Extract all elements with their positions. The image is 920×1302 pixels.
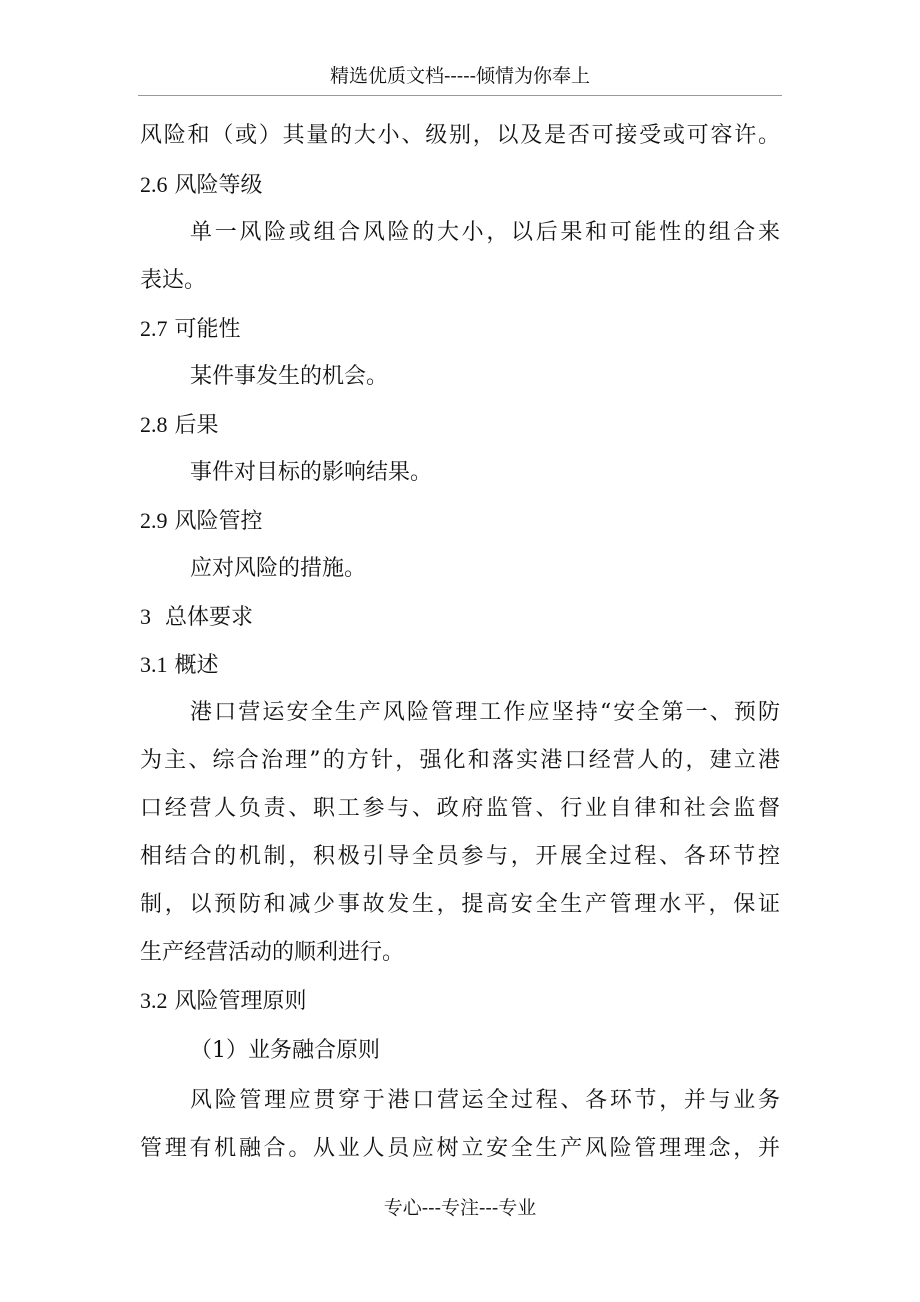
text-line: 表达。 bbox=[140, 268, 207, 293]
text-line: 事件对目标的影响结果。 bbox=[190, 460, 433, 485]
section-heading-2-8 bbox=[140, 410, 219, 441]
section-number: 2.7 bbox=[140, 316, 168, 341]
text-line: 口经营人负责、职工参与、政府监管、行业自律和社会监督 bbox=[140, 796, 780, 821]
section-title: 风险管理原则 bbox=[174, 989, 307, 1014]
section-title: 概述 bbox=[174, 653, 219, 678]
page-header: 精选优质文档-----倾情为你奉上 bbox=[329, 65, 591, 87]
section-title: 风险管控 bbox=[174, 509, 263, 534]
subheading: （1）业务融合原则 bbox=[190, 1038, 380, 1063]
section-heading-2-9 bbox=[140, 506, 263, 537]
section-title: 风险等级 bbox=[174, 173, 263, 198]
page-footer: 专心---专注---专业 bbox=[383, 1197, 537, 1219]
section-number: 2.6 bbox=[140, 172, 168, 197]
text-line: 风险和（或）其量的大小、级别，以及是否可接受或可容许。 bbox=[140, 123, 780, 148]
section-heading-3 bbox=[140, 602, 253, 633]
text-line: 某件事发生的机会。 bbox=[190, 364, 389, 389]
section-number: 3.1 bbox=[140, 652, 168, 677]
section-number: 2.9 bbox=[140, 508, 168, 533]
text-line: 单一风险或组合风险的大小，以后果和可能性的组合来 bbox=[190, 220, 780, 245]
section-number: 2.8 bbox=[140, 412, 168, 437]
text-line: 相结合的机制，积极引导全员参与，开展全过程、各环节控 bbox=[140, 844, 780, 869]
text-line: 应对风险的措施。 bbox=[190, 556, 367, 581]
section-heading-3-1 bbox=[140, 650, 219, 681]
text-line: 生产经营活动的顺利进行。 bbox=[140, 940, 405, 965]
text-line: 制，以预防和减少事故发生，提高安全生产管理水平，保证 bbox=[140, 892, 780, 917]
section-heading-3-2 bbox=[140, 986, 307, 1017]
text-line: 管理有机融合。从业人员应树立安全生产风险管理理念，并 bbox=[140, 1136, 780, 1161]
text-line: 为主、综合治理”的方针，强化和落实港口经营人的，建立港 bbox=[140, 748, 780, 773]
section-heading-2-7 bbox=[140, 314, 241, 345]
text-line: 港口营运安全生产风险管理工作应坚持“安全第一、预防 bbox=[190, 700, 780, 725]
text-line: 风险管理应贯穿于港口营运全过程、各环节，并与业务 bbox=[190, 1088, 780, 1113]
section-number: 3.2 bbox=[140, 988, 168, 1013]
section-heading-2-6 bbox=[140, 170, 263, 201]
header-rule bbox=[138, 95, 782, 96]
section-title: 后果 bbox=[174, 413, 219, 438]
section-number: 3 bbox=[140, 604, 151, 629]
section-title: 总体要求 bbox=[165, 605, 254, 630]
section-title: 可能性 bbox=[174, 317, 241, 342]
